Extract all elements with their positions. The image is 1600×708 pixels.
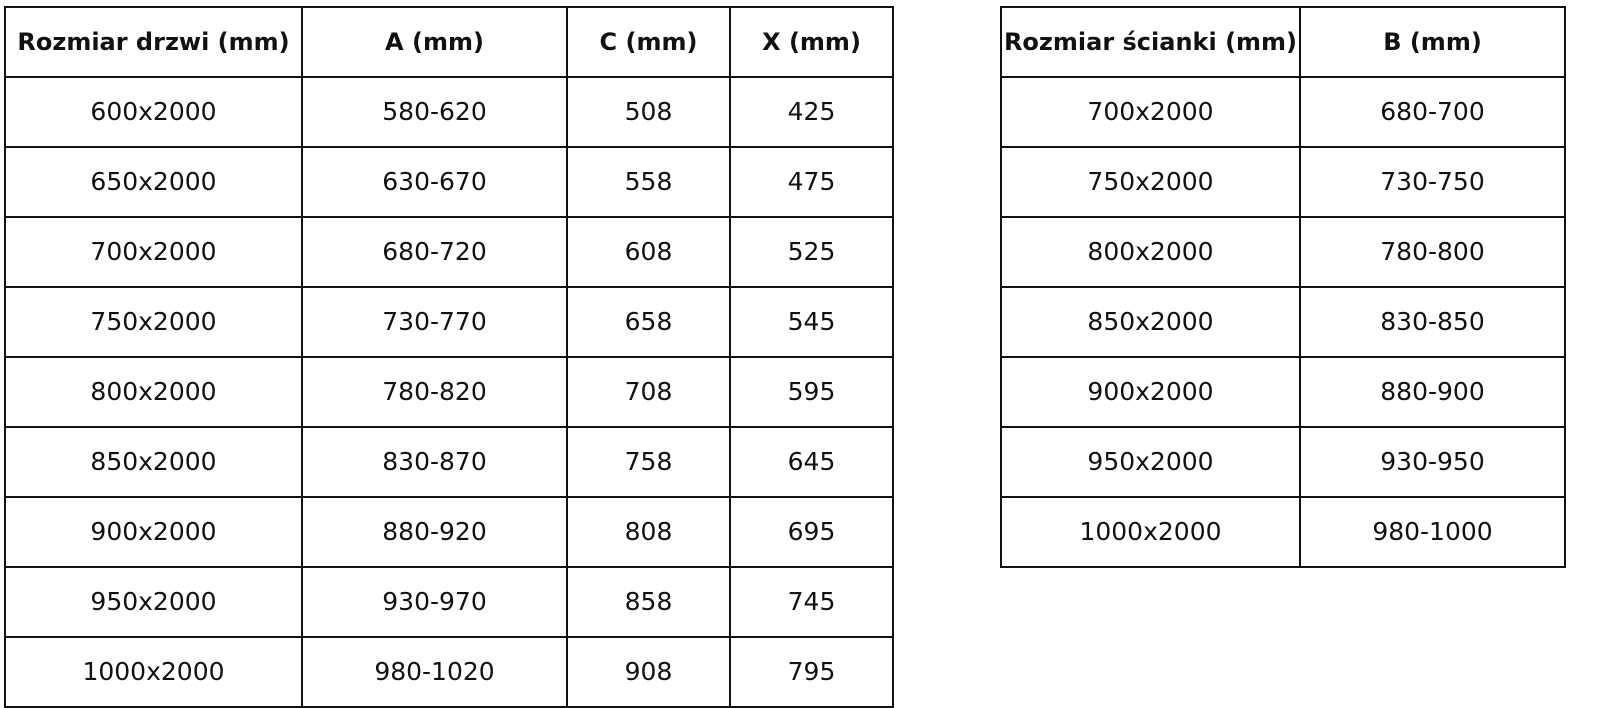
table-row: [5, 217, 893, 287]
cell-door-size: 950x2000: [5, 567, 302, 637]
cell-door-size: 1000x2000: [5, 637, 302, 707]
cell-door-size: 850x2000: [5, 427, 302, 497]
cell-door-size: 600x2000: [5, 77, 302, 147]
table-row: [5, 147, 893, 217]
wall-sizes-table-body: [1001, 77, 1565, 567]
cell-x: 425: [730, 77, 893, 147]
table-row: [1001, 427, 1565, 497]
wall-sizes-table: [1000, 6, 1566, 568]
cell-c: 608: [567, 217, 730, 287]
cell-a: 880-920: [302, 497, 567, 567]
cell-c: 508: [567, 77, 730, 147]
cell-door-size: 900x2000: [5, 497, 302, 567]
cell-wall-size: 1000x2000: [1001, 497, 1300, 567]
cell-c: 708: [567, 357, 730, 427]
cell-c: 758: [567, 427, 730, 497]
cell-b: 930-950: [1300, 427, 1565, 497]
column-header-a: A (mm): [302, 7, 567, 77]
cell-b: 730-750: [1300, 147, 1565, 217]
door-sizes-table-wrap: [4, 6, 894, 708]
cell-b: 830-850: [1300, 287, 1565, 357]
cell-a: 780-820: [302, 357, 567, 427]
cell-c: 808: [567, 497, 730, 567]
table-row: [5, 427, 893, 497]
cell-door-size: 800x2000: [5, 357, 302, 427]
cell-x: 645: [730, 427, 893, 497]
table-row: [1001, 497, 1565, 567]
cell-x: 525: [730, 217, 893, 287]
table-header-row: [1001, 7, 1565, 77]
cell-a: 980-1020: [302, 637, 567, 707]
table-row: [5, 637, 893, 707]
cell-wall-size: 800x2000: [1001, 217, 1300, 287]
cell-a: 930-970: [302, 567, 567, 637]
cell-door-size: 750x2000: [5, 287, 302, 357]
column-header-x: X (mm): [730, 7, 893, 77]
cell-x: 695: [730, 497, 893, 567]
cell-a: 730-770: [302, 287, 567, 357]
door-sizes-table-head: [5, 7, 893, 77]
table-row: [5, 567, 893, 637]
cell-b: 880-900: [1300, 357, 1565, 427]
cell-c: 558: [567, 147, 730, 217]
table-row: [1001, 77, 1565, 147]
table-row: [5, 77, 893, 147]
table-row: [5, 287, 893, 357]
cell-x: 795: [730, 637, 893, 707]
table-row: [5, 357, 893, 427]
wall-sizes-table-head: [1001, 7, 1565, 77]
cell-c: 908: [567, 637, 730, 707]
table-row: [1001, 287, 1565, 357]
cell-door-size: 650x2000: [5, 147, 302, 217]
cell-x: 475: [730, 147, 893, 217]
cell-wall-size: 900x2000: [1001, 357, 1300, 427]
cell-wall-size: 950x2000: [1001, 427, 1300, 497]
column-header-b: B (mm): [1300, 7, 1565, 77]
table-header-row: [5, 7, 893, 77]
cell-x: 745: [730, 567, 893, 637]
cell-wall-size: 750x2000: [1001, 147, 1300, 217]
cell-c: 658: [567, 287, 730, 357]
table-row: [1001, 217, 1565, 287]
cell-a: 830-870: [302, 427, 567, 497]
table-row: [1001, 357, 1565, 427]
column-header-wall-size: Rozmiar ścianki (mm): [1001, 7, 1300, 77]
wall-sizes-table-wrap: [1000, 6, 1566, 568]
cell-a: 630-670: [302, 147, 567, 217]
column-header-c: C (mm): [567, 7, 730, 77]
cell-wall-size: 850x2000: [1001, 287, 1300, 357]
cell-door-size: 700x2000: [5, 217, 302, 287]
cell-b: 780-800: [1300, 217, 1565, 287]
cell-b: 680-700: [1300, 77, 1565, 147]
table-row: [5, 497, 893, 567]
cell-b: 980-1000: [1300, 497, 1565, 567]
door-sizes-table-body: [5, 77, 893, 707]
cell-c: 858: [567, 567, 730, 637]
cell-wall-size: 700x2000: [1001, 77, 1300, 147]
table-row: [1001, 147, 1565, 217]
door-sizes-table: [4, 6, 894, 708]
cell-x: 545: [730, 287, 893, 357]
cell-a: 580-620: [302, 77, 567, 147]
cell-x: 595: [730, 357, 893, 427]
column-header-door-size: Rozmiar drzwi (mm): [5, 7, 302, 77]
cell-a: 680-720: [302, 217, 567, 287]
